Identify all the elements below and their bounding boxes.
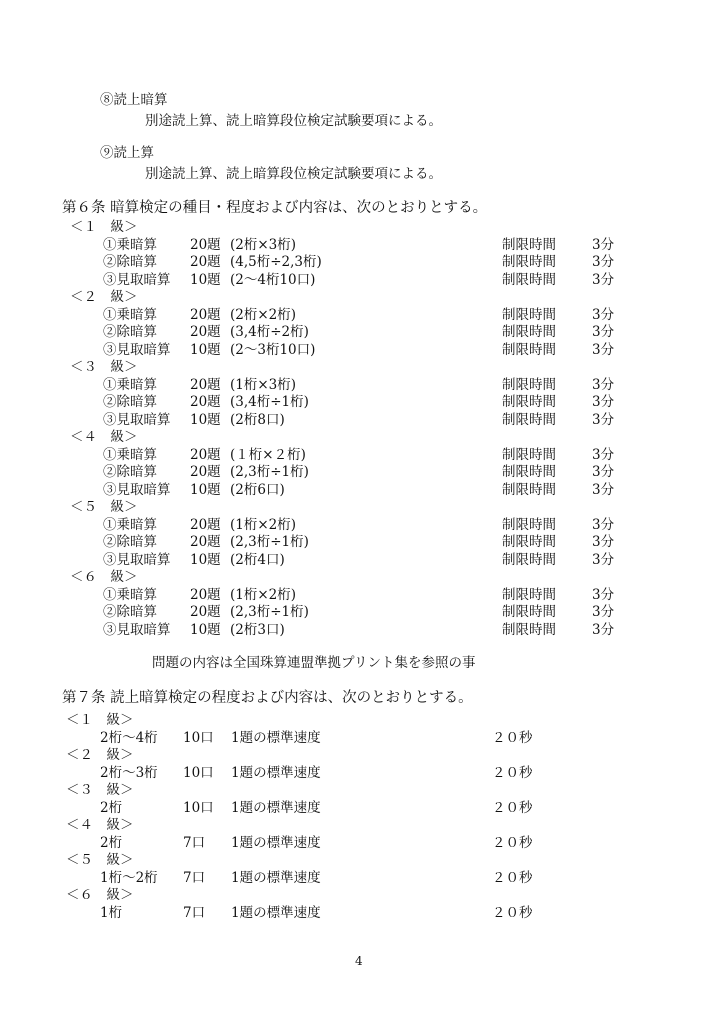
kuchi-count: 7口 [183, 869, 206, 886]
grade-label: ＜２ 級＞ [70, 289, 138, 305]
grade-label: ＜５ 級＞ [66, 852, 134, 868]
exam-detail: (1桁×3桁) [230, 376, 297, 393]
item8-title: ⑧読上暗算 [100, 92, 168, 108]
exam-name: ③見取暗算 [103, 411, 171, 428]
exam-name: ①乗暗算 [103, 376, 157, 393]
kuchi-count: 10口 [183, 729, 214, 746]
time-limit-value: 3分 [592, 254, 615, 270]
standard-speed-label: 1題の標準速度 [231, 834, 321, 851]
time-limit-label: 制限時間 [502, 621, 556, 638]
exam-name: ③見取暗算 [103, 481, 171, 498]
time-limit-value: 3分 [592, 604, 615, 620]
time-limit-label: 制限時間 [502, 324, 556, 340]
article6-note: 問題の内容は全国珠算連盟準拠プリント集を参照の事 [152, 655, 476, 671]
exam-count: 10題 [190, 551, 221, 568]
grade-label: ＜２ 級＞ [66, 747, 134, 763]
exam-name: ①乗暗算 [103, 236, 157, 253]
exam-name: ③見取暗算 [103, 341, 171, 358]
time-limit-value: 3分 [592, 394, 615, 410]
exam-name: ①乗暗算 [103, 306, 157, 323]
standard-speed-value: ２０秒 [492, 869, 533, 886]
time-limit-value: 3分 [592, 516, 615, 533]
time-limit-value: 3分 [592, 464, 615, 480]
kuchi-count: 10口 [183, 799, 214, 816]
kuchi-count: 7口 [183, 834, 206, 851]
grade-label: ＜４ 級＞ [66, 817, 134, 833]
exam-name: ②除暗算 [103, 464, 157, 480]
exam-detail: (2桁4口) [230, 551, 285, 568]
time-limit-label: 制限時間 [502, 254, 556, 270]
digit-range: 2桁〜3桁 [100, 764, 158, 781]
exam-count: 20題 [190, 324, 221, 340]
time-limit-value: 3分 [592, 376, 615, 393]
exam-detail: (3,4桁÷2桁) [230, 324, 309, 340]
exam-count: 20題 [190, 376, 221, 393]
exam-detail: (2桁×3桁) [230, 236, 297, 253]
time-limit-label: 制限時間 [502, 306, 556, 323]
digit-range: 1桁 [100, 904, 123, 921]
exam-count: 20題 [190, 254, 221, 270]
time-limit-label: 制限時間 [502, 481, 556, 498]
time-limit-label: 制限時間 [502, 341, 556, 358]
kuchi-count: 10口 [183, 764, 214, 781]
time-limit-label: 制限時間 [502, 586, 556, 603]
exam-name: ③見取暗算 [103, 271, 171, 288]
time-limit-value: 3分 [592, 551, 615, 568]
digit-range: 2桁 [100, 799, 123, 816]
standard-speed-value: ２０秒 [492, 904, 533, 921]
exam-detail: (4,5桁÷2,3桁) [230, 254, 322, 270]
exam-count: 20題 [190, 534, 221, 550]
standard-speed-label: 1題の標準速度 [231, 869, 321, 886]
standard-speed-label: 1題の標準速度 [231, 729, 321, 746]
exam-detail: (2〜4桁10口) [230, 271, 316, 288]
digit-range: 2桁 [100, 834, 123, 851]
kuchi-count: 7口 [183, 904, 206, 921]
time-limit-value: 3分 [592, 621, 615, 638]
digit-range: 2桁〜4桁 [100, 729, 158, 746]
standard-speed-label: 1題の標準速度 [231, 799, 321, 816]
time-limit-label: 制限時間 [502, 534, 556, 550]
item9-title: ⑨読上算 [100, 145, 154, 161]
exam-count: 20題 [190, 464, 221, 480]
time-limit-value: 3分 [592, 236, 615, 253]
time-limit-label: 制限時間 [502, 551, 556, 568]
time-limit-value: 3分 [592, 586, 615, 603]
standard-speed-value: ２０秒 [492, 834, 533, 851]
time-limit-label: 制限時間 [502, 516, 556, 533]
exam-count: 20題 [190, 394, 221, 410]
exam-count: 20題 [190, 306, 221, 323]
grade-label: ＜６ 級＞ [70, 569, 138, 585]
exam-detail: (2桁6口) [230, 481, 285, 498]
exam-detail: (3,4桁÷1桁) [230, 394, 309, 410]
item8-body: 別途読上算、読上暗算段位検定試験要項による。 [145, 113, 442, 129]
grade-label: ＜５ 級＞ [70, 499, 138, 515]
standard-speed-label: 1題の標準速度 [231, 764, 321, 781]
time-limit-value: 3分 [592, 324, 615, 340]
exam-count: 20題 [190, 516, 221, 533]
exam-detail: (1桁×2桁) [230, 516, 297, 533]
exam-name: ①乗暗算 [103, 516, 157, 533]
grade-label: ＜４ 級＞ [70, 429, 138, 445]
exam-detail: (1桁×2桁) [230, 586, 297, 603]
exam-detail: (2,3桁÷1桁) [230, 464, 309, 480]
standard-speed-label: 1題の標準速度 [231, 904, 321, 921]
exam-count: 20題 [190, 446, 221, 463]
time-limit-value: 3分 [592, 481, 615, 498]
standard-speed-value: ２０秒 [492, 764, 533, 781]
exam-detail: (2,3桁÷1桁) [230, 534, 309, 550]
exam-count: 10題 [190, 341, 221, 358]
time-limit-label: 制限時間 [502, 446, 556, 463]
exam-detail: (2桁8口) [230, 411, 285, 428]
article7-heading: 第７条 読上暗算検定の程度および内容は、次のとおりとする。 [62, 690, 473, 706]
time-limit-value: 3分 [592, 411, 615, 428]
standard-speed-value: ２０秒 [492, 799, 533, 816]
time-limit-label: 制限時間 [502, 411, 556, 428]
exam-count: 10題 [190, 621, 221, 638]
exam-name: ②除暗算 [103, 324, 157, 340]
exam-detail: (2,3桁÷1桁) [230, 604, 309, 620]
time-limit-label: 制限時間 [502, 236, 556, 253]
exam-count: 20題 [190, 236, 221, 253]
exam-count: 10題 [190, 271, 221, 288]
time-limit-value: 3分 [592, 306, 615, 323]
exam-name: ③見取暗算 [103, 551, 171, 568]
time-limit-label: 制限時間 [502, 604, 556, 620]
exam-name: ②除暗算 [103, 394, 157, 410]
exam-name: ②除暗算 [103, 604, 157, 620]
grade-label: ＜６ 級＞ [66, 887, 134, 903]
grade-label: ＜３ 級＞ [66, 782, 134, 798]
digit-range: 1桁〜2桁 [100, 869, 158, 886]
exam-name: ②除暗算 [103, 534, 157, 550]
exam-detail: (１桁×２桁) [230, 446, 306, 463]
page-number: 4 [355, 954, 363, 968]
time-limit-value: 3分 [592, 534, 615, 550]
exam-detail: (2桁3口) [230, 621, 285, 638]
article6-heading: 第６条 暗算検定の種目・程度および内容は、次のとおりとする。 [62, 200, 488, 216]
time-limit-label: 制限時間 [502, 271, 556, 288]
time-limit-label: 制限時間 [502, 464, 556, 480]
exam-name: ①乗暗算 [103, 586, 157, 603]
grade-label: ＜１ 級＞ [66, 712, 134, 728]
item9-body: 別途読上算、読上暗算段位検定試験要項による。 [145, 166, 442, 182]
time-limit-value: 3分 [592, 271, 615, 288]
time-limit-value: 3分 [592, 341, 615, 358]
exam-detail: (2〜3桁10口) [230, 341, 316, 358]
exam-count: 20題 [190, 604, 221, 620]
exam-name: ②除暗算 [103, 254, 157, 270]
time-limit-label: 制限時間 [502, 394, 556, 410]
exam-count: 10題 [190, 481, 221, 498]
standard-speed-value: ２０秒 [492, 729, 533, 746]
exam-count: 20題 [190, 586, 221, 603]
grade-label: ＜１ 級＞ [70, 219, 138, 235]
time-limit-value: 3分 [592, 446, 615, 463]
exam-name: ①乗暗算 [103, 446, 157, 463]
exam-count: 10題 [190, 411, 221, 428]
time-limit-label: 制限時間 [502, 376, 556, 393]
grade-label: ＜３ 級＞ [70, 359, 138, 375]
exam-detail: (2桁×2桁) [230, 306, 297, 323]
exam-name: ③見取暗算 [103, 621, 171, 638]
